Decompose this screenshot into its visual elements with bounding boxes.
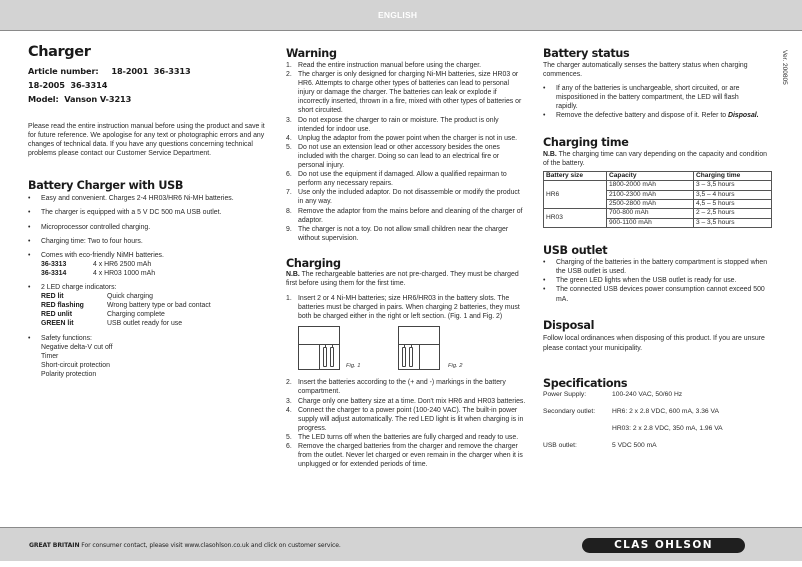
disposal-heading: Disposal xyxy=(543,318,595,332)
item-number: 5. xyxy=(286,143,292,151)
battery-status-intro: The charger automatically senses the battery status when charging commences. xyxy=(543,62,748,79)
column-header: Charging time xyxy=(694,171,772,180)
item-text: Do not expose the charger to rain or moisture. The product is only intended for indoor use. xyxy=(298,116,499,133)
disposal-text: Follow local ordinances when disposing of this product. If you are unsure please contact your municipality. xyxy=(543,334,765,352)
spec-label: Secondary outlet: xyxy=(543,407,596,415)
intro-text: Please read the entire instruction manual before using the product and save it for future reference. We apologise for any text or photographic errors and any changes of technical data. If you have any questions concerning technical problems please contact our Customer Service Department. xyxy=(28,123,265,158)
warning-heading: Warning xyxy=(286,47,337,60)
safety-item: Polarity protection xyxy=(41,370,97,378)
item-text: Remove the adaptor from the mains before and cleaning of the charger of adaptor. xyxy=(298,207,523,224)
article-code: 36-3313 xyxy=(153,66,191,76)
article-number-line2 xyxy=(28,78,268,92)
list-item: • Charging time: Two to four hours. xyxy=(28,237,268,246)
charging-note xyxy=(286,270,526,288)
list-item xyxy=(286,61,526,70)
battery-desc: 4 x HR03 1000 mAh xyxy=(93,269,156,277)
disposal-reference: Disposal. xyxy=(727,112,759,120)
figure-2-charger-left xyxy=(398,326,440,370)
article-code: 18-2005 xyxy=(28,80,65,90)
battery-row xyxy=(41,260,268,269)
list-item xyxy=(286,116,526,134)
specifications-list xyxy=(543,390,773,450)
charging-time-note xyxy=(543,150,773,168)
charging-steps-continued xyxy=(286,378,526,469)
led-intro: • 2 LED charge indicators: xyxy=(41,284,117,292)
item-number: 8. xyxy=(286,207,292,215)
specifications-heading: Specifications xyxy=(543,376,628,390)
nb-label: N.B. xyxy=(286,270,300,278)
list-item xyxy=(286,70,526,115)
battery-icon xyxy=(402,347,406,367)
model-label: Model: xyxy=(28,94,59,104)
item-number: 9. xyxy=(286,225,292,233)
language-label: ENGLISH xyxy=(378,10,418,20)
item-text: Read the entire instruction manual before using the charger. xyxy=(298,62,482,69)
spec-value: HR6: 2 x 2.8 VDC, 600 mA, 3.36 VA xyxy=(612,407,719,415)
list-item xyxy=(286,170,526,188)
version-label: Ver. 200805 xyxy=(781,50,788,85)
table-header-row xyxy=(544,171,772,180)
item-text: The charger is only designed for charging Ni-MH batteries, size HR03 or HR6. Attempts to charge other types of batteries can lead to personal injury or damage the charger. The batteries can leak or explode if incorrectly inserted, thrown in a fire, mixed with other types of batteries or short circuited. xyxy=(298,71,522,115)
time-cell: 4,5 – 5 hours xyxy=(694,199,772,208)
item-text: Insert the batteries according to the (+ and -) markings in the battery compartment. xyxy=(298,379,506,396)
led-row xyxy=(41,319,268,328)
charging-heading: Charging xyxy=(286,256,341,270)
list-item xyxy=(286,433,526,442)
list-item xyxy=(286,207,526,225)
safety-item: Timer xyxy=(41,352,59,360)
led-state: RED unlit xyxy=(41,311,73,319)
list-item xyxy=(286,442,526,469)
battery-size-cell: HR03 xyxy=(544,209,607,228)
figure-2-caption: Fig. 2 xyxy=(448,363,463,370)
battery-code: 36-3313 xyxy=(41,260,67,268)
nb-label: N.B. xyxy=(543,150,557,158)
spec-value: 100-240 VAC, 50/60 Hz xyxy=(612,390,683,398)
model-value: Vanson V-3213 xyxy=(64,94,132,104)
time-cell: 2 – 2,5 hours xyxy=(694,209,772,218)
article-number xyxy=(28,64,268,78)
nb-text: The charging time can vary depending on the capacity and condition of the battery. xyxy=(543,150,767,167)
battery-icon xyxy=(409,347,413,367)
led-row xyxy=(41,301,268,310)
list-item xyxy=(286,406,526,433)
column-intro xyxy=(28,38,268,379)
led-row xyxy=(41,292,268,301)
features-heading: Battery Charger with USB xyxy=(28,179,184,193)
list-item: • The green LED lights when the USB outlet is ready for use. xyxy=(543,276,773,285)
spec-label: Power Supply: xyxy=(543,390,587,398)
led-meaning: Charging complete xyxy=(107,311,165,319)
time-cell: 3 – 3,5 hours xyxy=(694,218,772,227)
list-item-batteries xyxy=(28,251,268,278)
item-number: 3. xyxy=(286,397,292,405)
list-item xyxy=(286,397,526,406)
item-number: 4. xyxy=(286,406,292,414)
spec-row xyxy=(543,424,773,433)
item-number: 4. xyxy=(286,134,292,142)
spec-label xyxy=(543,424,612,433)
list-item xyxy=(286,294,526,321)
list-item xyxy=(543,111,773,120)
item-number: 2. xyxy=(286,71,292,79)
footer-bar xyxy=(0,527,802,561)
list-item: • Microprocessor controlled charging. xyxy=(28,223,268,232)
article-label: Article number: xyxy=(28,66,99,76)
safety-intro: • Safety functions: xyxy=(41,334,92,342)
battery-icon xyxy=(323,347,327,367)
led-state: GREEN lit xyxy=(41,320,74,328)
item-text: Unplug the adaptor from the power point when the charger is not in use. xyxy=(298,134,518,142)
item-text: Connect the charger to a power point (100-240 VAC). The built-in power supply will adjust automatically. The red LED light is lit when charging is in progress. xyxy=(298,406,524,432)
column-status-specs xyxy=(543,38,773,450)
led-state: RED lit xyxy=(41,293,64,301)
header-bar xyxy=(0,0,802,31)
safety-item: Short-circuit protection xyxy=(41,361,110,369)
battery-desc: 4 x HR6 2500 mAh xyxy=(93,260,152,268)
nb-text: The rechargeable batteries are not pre-charged. They must be charged first before using them for the first time. xyxy=(286,270,519,287)
table-row xyxy=(544,181,772,190)
spec-label: USB outlet: xyxy=(543,441,577,449)
column-warning-charging xyxy=(286,38,526,469)
list-item xyxy=(286,134,526,143)
page-title: Charger xyxy=(28,44,91,60)
item-text: Charge only one battery size at a time. Don't mix HR6 and HR03 batteries. xyxy=(298,397,526,405)
list-item: • If any of the batteries is unchargeable, short circuited, or are mispositioned in the battery compartment, the LED will flash rapidly. xyxy=(543,84,773,111)
item-text: The LED turns off when the batteries are fully charged and ready to use. xyxy=(298,433,519,441)
item-number: 6. xyxy=(286,443,292,450)
features-list xyxy=(28,194,268,379)
list-item xyxy=(286,143,526,170)
item-number: 1. xyxy=(286,62,292,69)
item-text: Remove the defective battery and dispose of it. Refer to xyxy=(556,112,727,120)
item-number: 6. xyxy=(286,171,292,179)
warning-list xyxy=(286,61,526,243)
led-state: RED flashing xyxy=(41,302,84,310)
figure-1-caption: Fig. 1 xyxy=(346,363,361,370)
battery-code: 36-3314 xyxy=(41,269,67,277)
list-item xyxy=(286,378,526,396)
figure-1-charger-right xyxy=(298,326,340,370)
capacity-cell: 900-1100 mAh xyxy=(607,218,694,227)
item-text: Do not use the equipment if damaged. Allow a qualified repairman to perform any necessary repairs. xyxy=(298,171,507,188)
list-item xyxy=(286,188,526,206)
charging-time-table xyxy=(543,171,772,228)
battery-size-cell: HR6 xyxy=(544,181,607,209)
time-cell: 3 – 3,5 hours xyxy=(694,181,772,190)
column-header: Capacity xyxy=(607,171,694,180)
list-item: • Charging of the batteries in the battery compartment is stopped when the USB outlet is used. xyxy=(543,258,773,276)
list-item: • Easy and convenient. Charges 2-4 HR03/HR6 Ni-MH batteries. xyxy=(28,194,268,203)
article-code: 36-3314 xyxy=(70,80,108,90)
led-meaning: USB outlet ready for use xyxy=(107,320,183,328)
usb-outlet-heading: USB outlet xyxy=(543,244,608,258)
battery-status-list xyxy=(543,84,773,120)
usb-outlet-list xyxy=(543,258,773,303)
country-label: GREAT BRITAIN xyxy=(29,542,80,549)
time-cell: 3,5 – 4 hours xyxy=(694,190,772,199)
item-number: 3. xyxy=(286,116,292,124)
charging-steps xyxy=(286,294,526,321)
battery-icon xyxy=(330,347,334,367)
list-item: • The charger is equipped with a 5 V DC 500 mA USB outlet. xyxy=(28,208,268,217)
list-item-leds xyxy=(28,283,268,328)
brand-logo: CLAS OHLSON xyxy=(582,538,745,553)
item-text: Do not use an extension lead or other accessory besides the ones included with the charger. Doing so can lead to an electrical fire or personal injury. xyxy=(298,143,500,170)
spec-row xyxy=(543,407,773,416)
list-item: • The connected USB devices power consumption cannot exceed 500 mA. xyxy=(543,285,773,303)
list-item-safety xyxy=(28,334,268,379)
item-text: Insert 2 or 4 Ni-MH batteries; size HR6/HR03 in the battery slots. The batteries must be charged in pairs. When charging 2 batteries, they must both be charged either in the right or left section. (Fig. 1 and Fig. 2) xyxy=(298,295,520,321)
capacity-cell: 2500-2800 mAh xyxy=(607,199,694,208)
item-number: 5. xyxy=(286,433,292,441)
item-text: The charger is not a toy. Do not allow small children near the charger without supervision. xyxy=(298,225,509,242)
capacity-cell: 700-800 mAh xyxy=(607,209,694,218)
charging-time-heading: Charging time xyxy=(543,135,629,149)
capacity-cell: 1800-2000 mAh xyxy=(607,181,694,190)
item-text: Remove the charged batteries from the charger and remove the charger from the outlet. Never let charged or even remain in the charger when it is unplugged or for extended periods of time. xyxy=(298,443,523,469)
safety-item: Negative delta-V cut off xyxy=(41,343,113,351)
battery-row xyxy=(41,269,268,278)
spec-value: HR03: 2 x 2.8 VDC, 350 mA, 1.96 VA xyxy=(612,424,723,432)
led-row xyxy=(41,310,268,319)
consumer-contact xyxy=(29,542,341,549)
spec-value: 5 VDC 500 mA xyxy=(612,441,657,449)
list-item xyxy=(286,225,526,243)
led-meaning: Quick charging xyxy=(107,293,153,301)
batteries-intro: • Comes with eco-friendly NiMH batteries. xyxy=(41,251,164,259)
article-code: 18-2001 xyxy=(111,66,149,76)
item-text: Use only the included adaptor. Do not disassemble or modify the product in any way. xyxy=(298,189,520,206)
led-meaning: Wrong battery type or bad contact xyxy=(107,302,211,310)
column-header: Battery size xyxy=(544,171,607,180)
table-row xyxy=(544,209,772,218)
battery-status-heading: Battery status xyxy=(543,47,630,60)
figures xyxy=(286,326,526,378)
model xyxy=(28,92,268,106)
item-number: 2. xyxy=(286,379,292,387)
spec-row xyxy=(543,390,773,399)
item-number: 1. xyxy=(286,295,292,303)
spec-row xyxy=(543,441,773,450)
item-number: 7. xyxy=(286,189,292,197)
contact-text: For consumer contact, please visit www.clasohlson.co.uk and click on customer service. xyxy=(81,542,341,549)
capacity-cell: 2100-2300 mAh xyxy=(607,190,694,199)
